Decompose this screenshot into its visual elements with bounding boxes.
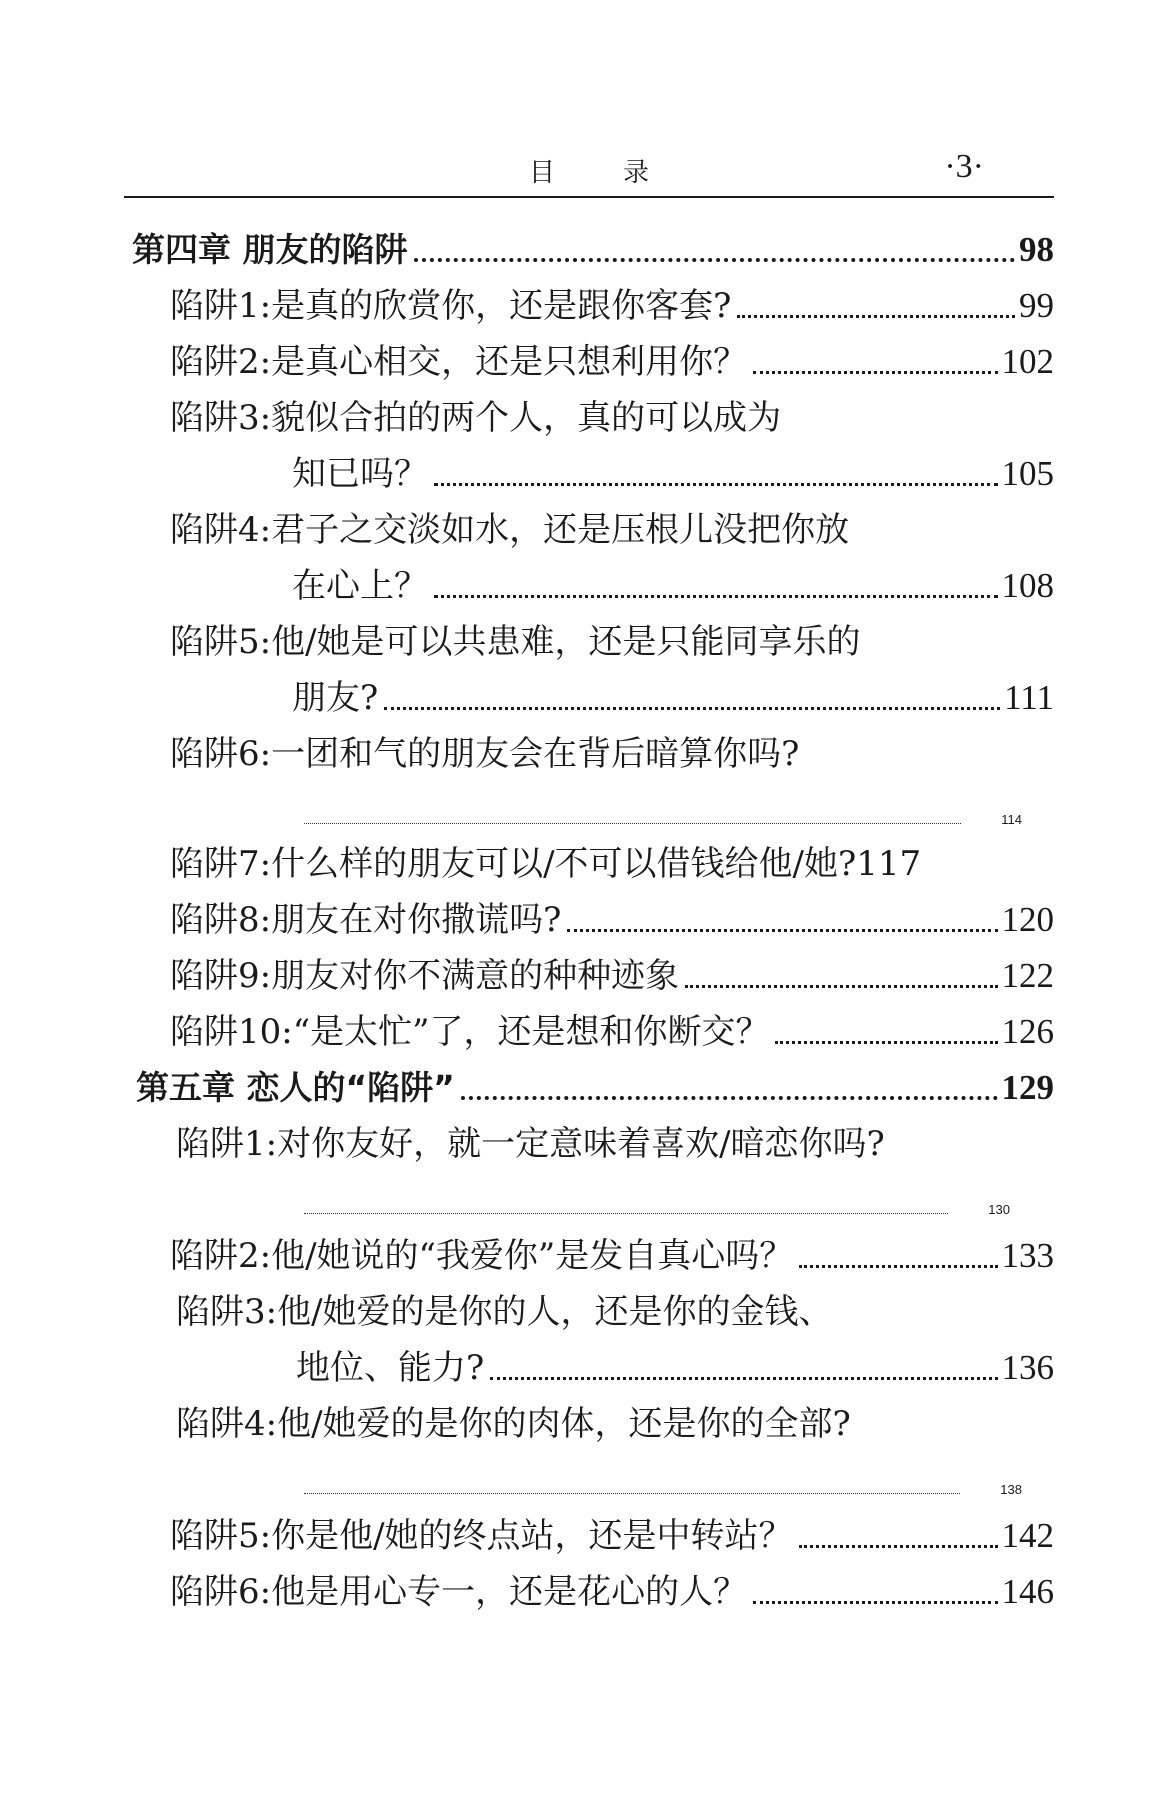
page-number: 129 bbox=[1001, 1068, 1054, 1107]
dot-leader bbox=[737, 315, 1015, 318]
page-number: 146 bbox=[1001, 1572, 1054, 1611]
entry-title-continued: 在心上？ bbox=[292, 566, 428, 606]
page-number: 102 bbox=[1001, 342, 1054, 381]
dot-leader bbox=[753, 1601, 997, 1604]
page-number: 126 bbox=[1001, 1012, 1054, 1051]
toc-entry-title[interactable]: 陷阱3:貌似合拍的两个人，真的可以成为 bbox=[170, 398, 782, 438]
dot-leader bbox=[304, 1213, 948, 1214]
dot-leader bbox=[414, 258, 1016, 262]
toc-entry-continuation[interactable] bbox=[292, 564, 1054, 608]
dot-leader bbox=[304, 1493, 960, 1494]
dot-leader bbox=[434, 595, 998, 598]
page-number: 133 bbox=[1001, 1236, 1054, 1275]
dot-leader bbox=[304, 823, 961, 824]
toc-entry-title[interactable]: 陷阱6:一团和气的朋友会在背后暗算你吗? bbox=[170, 734, 800, 774]
dot-leader bbox=[490, 1377, 997, 1380]
dot-leader bbox=[753, 371, 997, 374]
page-number: 108 bbox=[1001, 566, 1054, 605]
page-number: 99 bbox=[1019, 286, 1054, 325]
dot-leader bbox=[799, 1545, 998, 1548]
toc-entry-title[interactable]: 陷阱1:对你友好，就一定意味着喜欢/暗恋你吗? bbox=[176, 1124, 885, 1164]
dot-leader bbox=[384, 707, 1000, 710]
toc-entry-title[interactable]: 陷阱5:他/她是可以共患难，还是只能同享乐的 bbox=[170, 622, 861, 662]
entry-title: 陷阱9:朋友对你不满意的种种迹象 bbox=[170, 956, 680, 996]
toc-entry-title[interactable]: 陷阱3:他/她爱的是你的人，还是你的金钱、 bbox=[176, 1292, 833, 1332]
entry-title: 陷阱1:是真的欣赏你，还是跟你客套? bbox=[170, 286, 732, 326]
page-number: 136 bbox=[1001, 1348, 1054, 1387]
toc-entry[interactable] bbox=[170, 898, 1054, 942]
chapter-title: 第五章 恋人的“陷阱” bbox=[136, 1068, 455, 1107]
entry-title: 陷阱2:他/她说的“我爱你”是发自真心吗？ bbox=[170, 1236, 794, 1276]
page-number: 114 bbox=[1001, 812, 1022, 827]
page-number: 111 bbox=[1004, 678, 1054, 717]
entry-title: 陷阱2:是真心相交，还是只想利用你？ bbox=[170, 342, 748, 382]
toc-entry-title[interactable]: 陷阱4:君子之交淡如水，还是压根儿没把你放 bbox=[170, 510, 850, 550]
dot-leader bbox=[567, 929, 997, 932]
toc-entry-continuation[interactable] bbox=[296, 1346, 1054, 1390]
toc-entry-title[interactable]: 陷阱4:他/她爱的是你的肉体，还是你的全部? bbox=[176, 1404, 851, 1444]
toc-entry[interactable] bbox=[170, 1570, 1054, 1614]
toc-chapter-5[interactable] bbox=[136, 1066, 1054, 1110]
toc-entry-leader-row[interactable] bbox=[304, 1478, 1022, 1498]
toc-entry[interactable] bbox=[170, 1514, 1054, 1558]
toc-entry[interactable] bbox=[170, 340, 1054, 384]
entry-title: 陷阱5:你是他/她的终点站，还是中转站？ bbox=[170, 1516, 793, 1556]
page-number: 122 bbox=[1001, 956, 1054, 995]
toc-entry[interactable] bbox=[170, 1010, 1054, 1054]
header-title: 目录 bbox=[529, 158, 718, 188]
dot-leader bbox=[461, 1096, 998, 1100]
toc-entry[interactable] bbox=[170, 1234, 1054, 1278]
toc-entry[interactable] bbox=[170, 954, 1054, 998]
entry-title-continued: 知已吗？ bbox=[292, 454, 428, 494]
entry-title: 陷阱6:他是用心专一，还是花心的人？ bbox=[170, 1572, 748, 1612]
entry-title-continued: 地位、能力? bbox=[296, 1348, 485, 1388]
page-number: 120 bbox=[1001, 900, 1054, 939]
page-number: 138 bbox=[1000, 1482, 1022, 1497]
running-header bbox=[124, 140, 1054, 198]
toc-entry-continuation[interactable] bbox=[292, 676, 1054, 720]
entry-title: 陷阱10:“是太忙”了，还是想和你断交？ bbox=[170, 1012, 770, 1052]
page-number: 98 bbox=[1019, 230, 1054, 269]
toc-entry-leader-row[interactable] bbox=[304, 1198, 1010, 1218]
toc-entry-title[interactable]: 陷阱7:什么样的朋友可以/不可以借钱给他/她?117 bbox=[170, 844, 922, 884]
page-number: 105 bbox=[1001, 454, 1054, 493]
page-number: 142 bbox=[1001, 1516, 1054, 1555]
toc-entry-leader-row[interactable] bbox=[304, 808, 1022, 828]
dot-leader bbox=[434, 483, 998, 486]
page-number: 130 bbox=[988, 1202, 1010, 1217]
dot-leader bbox=[775, 1041, 997, 1044]
dot-leader bbox=[799, 1265, 997, 1268]
dot-leader bbox=[685, 985, 997, 988]
toc-entry-continuation[interactable] bbox=[292, 452, 1054, 496]
chapter-title: 第四章 朋友的陷阱 bbox=[132, 230, 408, 269]
header-page-number: ·3· bbox=[944, 148, 984, 185]
entry-title: 陷阱8:朋友在对你撒谎吗? bbox=[170, 900, 562, 940]
toc-entry[interactable] bbox=[170, 284, 1054, 328]
entry-title-continued: 朋友? bbox=[292, 678, 379, 718]
toc-chapter-4[interactable] bbox=[132, 228, 1054, 272]
